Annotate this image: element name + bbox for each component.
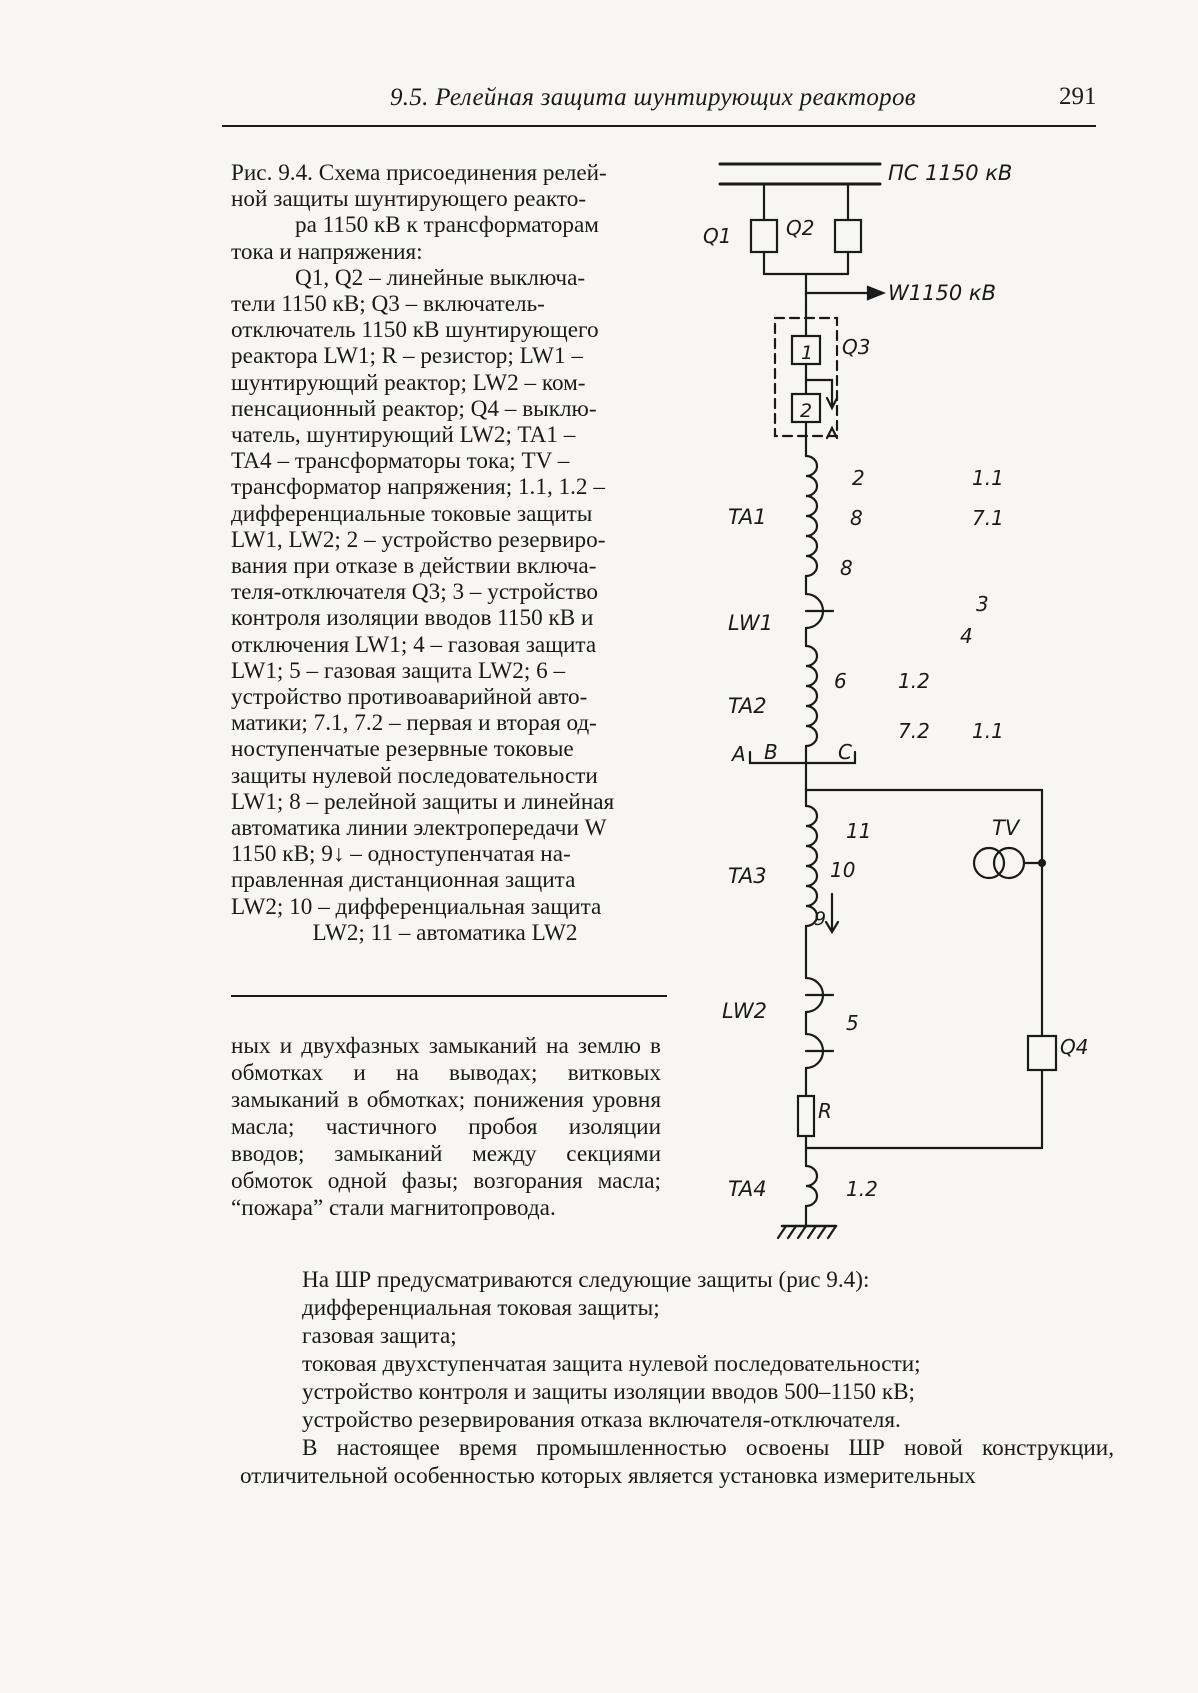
list-item: устройство резервирования отказа включателя-отключателя. bbox=[302, 1407, 901, 1433]
wrapped-paragraph: ных и двухфазных замыканий на землю в обмотках и на выводах; витковых замыканий в обмотках; понижения уровня масла; частичного пробоя изоляции вводов; замыканий между секциями обмоток одной фазы; возгорания масла; “пожара” стали магнитопровода. bbox=[231, 1033, 661, 1221]
caption-line: ной защиты шунтирующего реакто- bbox=[231, 186, 587, 213]
caption-line: Рис. 9.4. Схема присоединения релей- bbox=[231, 160, 607, 186]
relay-6-label: 6 bbox=[834, 669, 847, 693]
body-intro: На ШР предусматриваются следующие защиты (рис 9.4): bbox=[302, 1267, 870, 1293]
caption-line: пенсационный реактор; Q4 – выклю- bbox=[231, 395, 597, 422]
page-number: 291 bbox=[1059, 83, 1097, 110]
running-head: 9.5. Релейная защита шунтирующих реакторов bbox=[390, 84, 916, 111]
relay-8b-label: 8 bbox=[840, 556, 853, 580]
caption-line: Q1, Q2 – линейные выключа- bbox=[295, 264, 586, 291]
caption-line: шунтирующий реактор; LW2 – ком- bbox=[231, 369, 586, 396]
caption-line: 1150 кВ; 9↓ – одноступенчатая на- bbox=[231, 841, 571, 868]
caption-line: ноступенчатые резервные токовые bbox=[231, 736, 574, 763]
body-final-paragraph: В настоящее время промышленностью освоены ШР новой конструкции, отличительной особенностью которых является установка измерительных bbox=[240, 1435, 1114, 1489]
figure-caption bbox=[231, 160, 659, 946]
list-item: токовая двухступенчатая защита нулевой последовательности; bbox=[302, 1351, 921, 1377]
list-item: газовая защита; bbox=[302, 1323, 457, 1349]
caption-line: LW1; 5 – газовая защита LW2; 6 – bbox=[231, 657, 566, 684]
r-label: R bbox=[818, 1099, 832, 1123]
relay-10-label: 10 bbox=[830, 858, 856, 882]
caption-line: трансформатор напряжения; 1.1, 1.2 – bbox=[231, 474, 605, 501]
relay-4-label: 4 bbox=[960, 624, 973, 648]
caption-line: автоматика линии электропередачи W bbox=[231, 815, 607, 842]
ta2-label: TA2 bbox=[728, 694, 767, 718]
relay-7-1-label: 7.1 bbox=[972, 506, 1004, 530]
caption-line: LW1, LW2; 2 – устройство резервиро- bbox=[231, 526, 606, 553]
caption-line: TA4 – трансформаторы тока; TV – bbox=[231, 448, 570, 475]
relay-1-1-label: 1.1 bbox=[972, 466, 1004, 490]
relay-11-label: 11 bbox=[846, 819, 872, 843]
phase-b-label: B bbox=[764, 740, 778, 764]
tv-node bbox=[1039, 860, 1045, 866]
bus-label: ПС 1150 кВ bbox=[888, 161, 1013, 185]
ta4-coil bbox=[806, 1166, 817, 1206]
relay-9-label: 9 bbox=[814, 908, 827, 930]
relay-1-1b-label: 1.1 bbox=[972, 719, 1004, 743]
q4-label: Q4 bbox=[1060, 1035, 1089, 1059]
line-w-arrow bbox=[868, 287, 883, 299]
ground-hatch bbox=[778, 1226, 836, 1238]
line-w-label: W1150 кВ bbox=[888, 281, 996, 305]
caption-rule bbox=[231, 995, 667, 997]
list-item: дифференциальная токовая защиты; bbox=[302, 1295, 660, 1321]
caption-line: теля-отключателя Q3; 3 – устройство bbox=[231, 579, 598, 606]
ta1-label: TA1 bbox=[728, 505, 767, 529]
caption-line: LW2; 11 – автоматика LW2 bbox=[312, 919, 578, 946]
caption-line: реактора LW1; R – резистор; LW1 – bbox=[231, 343, 583, 370]
q4-breaker bbox=[1028, 1036, 1056, 1070]
resistor bbox=[798, 1096, 814, 1136]
caption-line: чатель, шунтирующий LW2; TA1 – bbox=[231, 422, 576, 449]
caption-line: отключатель 1150 кВ шунтирующего bbox=[231, 317, 599, 344]
relay-8a-label: 8 bbox=[850, 506, 863, 530]
relay-2-label: 2 bbox=[852, 466, 865, 490]
q1-label: Q1 bbox=[703, 224, 732, 248]
caption-line: матики; 7.1, 7.2 – первая и вторая од- bbox=[231, 710, 597, 737]
relay-7-2-label: 7.2 bbox=[898, 719, 930, 743]
caption-line: LW1; 8 – релейной защиты и линейная bbox=[231, 788, 615, 815]
circuit-diagram bbox=[680, 150, 1180, 1265]
caption-line: LW2; 10 – дифференциальная защита bbox=[231, 893, 602, 920]
lw1-label: LW1 bbox=[728, 611, 773, 635]
ta4-label: TA4 bbox=[728, 1177, 767, 1201]
caption-line: ра 1150 кВ к трансформаторам bbox=[295, 212, 599, 239]
caption-line: вания при отказе в действии включа- bbox=[231, 553, 597, 580]
ta1-coil bbox=[806, 456, 817, 576]
q1-breaker bbox=[751, 220, 777, 252]
header-rule bbox=[222, 125, 1096, 127]
caption-line: правленная дистанционная защита bbox=[231, 867, 576, 894]
q3-label: Q3 bbox=[842, 335, 871, 359]
caption-line: отключения LW1; 4 – газовая защита bbox=[231, 631, 597, 658]
phase-c-label: C bbox=[838, 740, 852, 764]
tv-label: TV bbox=[992, 816, 1020, 840]
caption-line: устройство противоаварийной авто- bbox=[231, 684, 588, 711]
ta2-coil bbox=[806, 646, 817, 746]
list-item: устройство контроля и защиты изоляции вводов 500–1150 кВ; bbox=[302, 1379, 915, 1405]
body-text bbox=[240, 1266, 1114, 1490]
caption-line: дифференциальные токовые защиты bbox=[231, 500, 593, 527]
lw2-label: LW2 bbox=[722, 999, 767, 1023]
caption-line: контроля изоляции вводов 1150 кВ и bbox=[231, 605, 594, 632]
q2-label: Q2 bbox=[786, 216, 815, 240]
relay-1-2b-label: 1.2 bbox=[846, 1177, 878, 1201]
caption-line: защиты нулевой последовательности bbox=[231, 762, 598, 789]
relay-1-2a-label: 1.2 bbox=[898, 669, 930, 693]
caption-line: тока и напряжения: bbox=[231, 238, 423, 265]
q2-breaker bbox=[835, 220, 861, 252]
ta3-label: TA3 bbox=[728, 864, 767, 888]
box-1-label: 1 bbox=[801, 342, 814, 364]
relay-3-label: 3 bbox=[976, 592, 989, 616]
relay-5-label: 5 bbox=[846, 1011, 859, 1035]
tv-winding-2 bbox=[994, 848, 1024, 878]
phase-a-label: A bbox=[732, 742, 746, 766]
box-2-label: 2 bbox=[800, 400, 813, 422]
caption-line: тели 1150 кВ; Q3 – включатель- bbox=[231, 291, 545, 318]
